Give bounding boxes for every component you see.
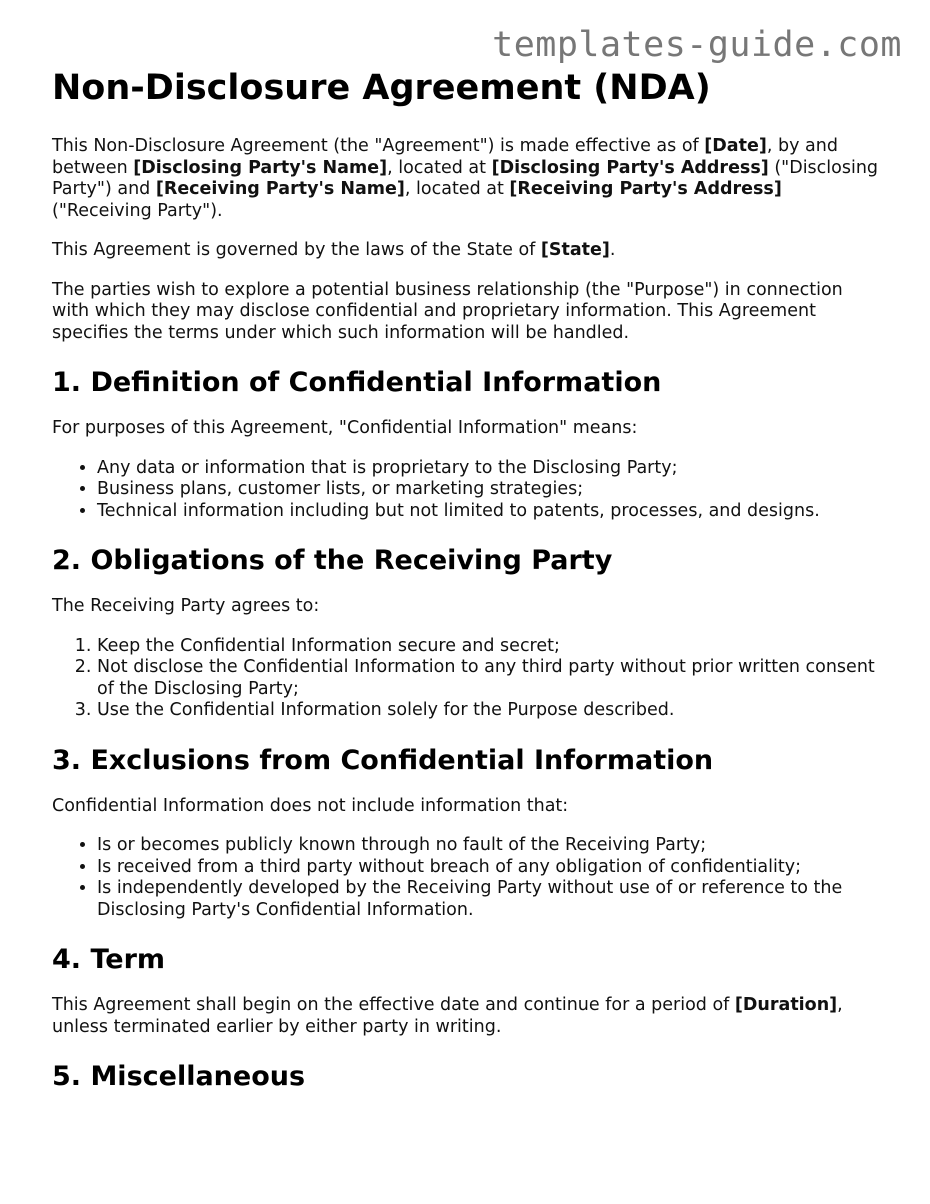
section-4-paragraph [52,995,882,1038]
governing-law-paragraph [52,240,882,262]
intro-text-6: ("Receiving Party"). [52,200,223,221]
effective-date-placeholder: [Date] [704,136,767,156]
disclosing-party-name-placeholder: [Disclosing Party's Name] [133,157,388,178]
list-item: 2. Not disclose the Confidential Information to any third party without prior written consent of the Disclosing Party; [97,657,882,700]
intro-text-5: , located at [404,179,510,199]
list-item: 3. Use the Confidential Information solely for the Purpose described. [97,700,882,722]
section-1-heading: 1. Definition of Confidential Information [52,367,662,398]
intro-paragraph [52,136,882,222]
list-item: • Is independently developed by the Receiving Party without use of or reference to the Disclosing Party's Confidential Information. [97,878,882,921]
section-3-list [52,835,882,921]
duration-placeholder: [Duration] [734,995,838,1015]
document-body [52,66,882,1112]
section-3-heading: 3. Exclusions from Confidential Information [52,744,714,776]
state-placeholder: [State] [540,240,610,260]
disclosing-party-address-placeholder: [Disclosing Party's Address] [491,157,769,178]
receiving-party-address-placeholder: [Receiving Party's Address] [509,179,782,199]
list-item: • Any data or information that is proprietary to the Disclosing Party; [97,458,882,480]
section-2-lead: The Receiving Party agrees to: [52,596,320,616]
intro-text-4: ("Disclosing Party") and [52,157,879,199]
section-2-heading: 2. Obligations of the Receiving Party [52,545,613,576]
list-item: • Is received from a third party without breach of any obligation of confidentiality; [97,857,882,879]
section-2-list [52,636,882,722]
purpose-paragraph: The parties wish to explore a potential business relationship (the "Purpose") in connection with which they may disclose confidential and proprietary information. This Agreement specifies the terms under which such information will be handled. [52,279,843,343]
watermark: templates-guide.com [492,25,902,65]
governing-text-1: This Agreement is governed by the laws of the State of [52,240,541,260]
list-item: • Is or becomes publicly known through no fault of the Receiving Party; [97,835,882,857]
receiving-party-name-placeholder: [Receiving Party's Name] [155,179,405,199]
intro-text-1: This Non-Disclosure Agreement (the "Agreement") is made effective as of [52,136,705,156]
section-1-list [52,458,882,523]
term-text-1: This Agreement shall begin on the effective date and continue for a period of [52,995,735,1015]
list-item: • Business plans, customer lists, or marketing strategies; [97,479,882,501]
governing-text-2: . [609,240,616,260]
list-item: • Technical information including but not limited to patents, processes, and designs. [97,501,882,523]
intro-text-3: , located at [387,157,492,178]
document-title: Non-Disclosure Agreement (NDA) [52,68,711,108]
term-text-2: , unless terminated earlier by either party in writing. [52,995,843,1037]
section-4-heading: 4. Term [52,944,166,975]
list-item: 1. Keep the Confidential Information secure and secret; [97,636,882,658]
section-5-heading: 5. Miscellaneous [52,1061,306,1092]
intro-text-2: , by and between [52,136,838,178]
section-3-lead: Confidential Information does not include information that: [52,795,569,816]
section-1-lead: For purposes of this Agreement, "Confidential Information" means: [52,418,638,438]
